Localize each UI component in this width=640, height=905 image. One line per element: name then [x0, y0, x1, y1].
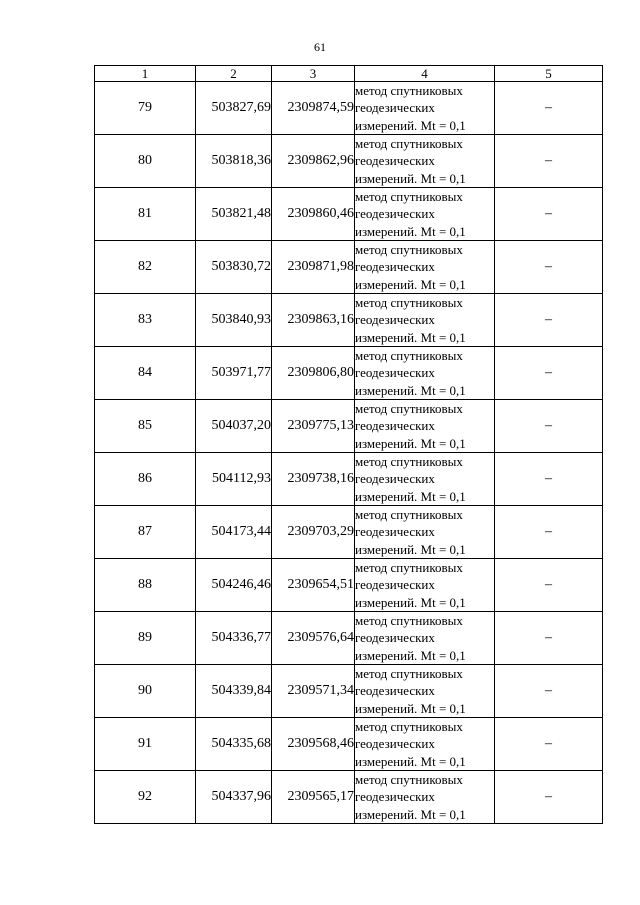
col5-cell: –	[495, 135, 603, 188]
table-body	[95, 82, 603, 824]
x-coordinate-cell: 504112,93	[196, 453, 272, 506]
table-row	[95, 400, 603, 453]
method-line: геодезических	[355, 365, 435, 381]
method-line: геодезических	[355, 259, 435, 275]
table-row	[95, 665, 603, 718]
col5-cell: –	[495, 559, 603, 612]
point-number-cell: 89	[95, 612, 196, 665]
method-line: измерений. Mt = 0,1	[355, 276, 466, 292]
method-line: геодезических	[355, 206, 435, 222]
table-row	[95, 347, 603, 400]
col5-cell: –	[495, 612, 603, 665]
x-coordinate-cell: 503818,36	[196, 135, 272, 188]
col5-cell: –	[495, 453, 603, 506]
method-line: геодезических	[355, 100, 435, 116]
point-number-cell: 85	[95, 400, 196, 453]
point-number-cell: 86	[95, 453, 196, 506]
table-row	[95, 135, 603, 188]
point-number-cell: 91	[95, 718, 196, 771]
method-line: измерений. Mt = 0,1	[355, 488, 466, 504]
method-line: измерений. Mt = 0,1	[355, 329, 466, 345]
x-coordinate-cell: 504037,20	[196, 400, 272, 453]
header-col-2: 2	[196, 66, 272, 82]
header-col-5: 5	[495, 66, 603, 82]
y-coordinate-cell: 2309568,46	[272, 718, 355, 771]
method-cell	[355, 771, 495, 824]
y-coordinate-cell: 2309871,98	[272, 241, 355, 294]
point-number-cell: 87	[95, 506, 196, 559]
y-coordinate-cell: 2309565,17	[272, 771, 355, 824]
method-cell	[355, 453, 495, 506]
table-row	[95, 612, 603, 665]
point-number-cell: 80	[95, 135, 196, 188]
method-line: геодезических	[355, 577, 435, 593]
method-line: измерений. Mt = 0,1	[355, 753, 466, 769]
col5-cell: –	[495, 506, 603, 559]
method-line: геодезических	[355, 683, 435, 699]
method-line: метод спутниковых	[355, 454, 463, 470]
y-coordinate-cell: 2309862,96	[272, 135, 355, 188]
method-cell	[355, 559, 495, 612]
x-coordinate-cell: 504246,46	[196, 559, 272, 612]
method-line: метод спутниковых	[355, 295, 463, 311]
x-coordinate-cell: 504336,77	[196, 612, 272, 665]
col5-cell: –	[495, 294, 603, 347]
y-coordinate-cell: 2309806,80	[272, 347, 355, 400]
x-coordinate-cell: 503971,77	[196, 347, 272, 400]
table-row	[95, 718, 603, 771]
y-coordinate-cell: 2309738,16	[272, 453, 355, 506]
method-line: измерений. Mt = 0,1	[355, 382, 466, 398]
method-line: метод спутниковых	[355, 242, 463, 258]
x-coordinate-cell: 503830,72	[196, 241, 272, 294]
method-line: метод спутниковых	[355, 666, 463, 682]
method-cell	[355, 241, 495, 294]
x-coordinate-cell: 504173,44	[196, 506, 272, 559]
method-cell	[355, 82, 495, 135]
method-line: измерений. Mt = 0,1	[355, 223, 466, 239]
header-col-1: 1	[95, 66, 196, 82]
point-number-cell: 92	[95, 771, 196, 824]
x-coordinate-cell: 503821,48	[196, 188, 272, 241]
method-line: геодезических	[355, 524, 435, 540]
method-cell	[355, 612, 495, 665]
method-cell	[355, 347, 495, 400]
table-header-row	[95, 66, 603, 82]
method-line: метод спутниковых	[355, 560, 463, 576]
method-line: метод спутниковых	[355, 83, 463, 99]
x-coordinate-cell: 503840,93	[196, 294, 272, 347]
y-coordinate-cell: 2309654,51	[272, 559, 355, 612]
method-line: метод спутниковых	[355, 507, 463, 523]
point-number-cell: 83	[95, 294, 196, 347]
y-coordinate-cell: 2309775,13	[272, 400, 355, 453]
x-coordinate-cell: 504337,96	[196, 771, 272, 824]
method-cell	[355, 718, 495, 771]
method-line: метод спутниковых	[355, 719, 463, 735]
header-col-4: 4	[355, 66, 495, 82]
col5-cell: –	[495, 241, 603, 294]
method-cell	[355, 506, 495, 559]
point-number-cell: 88	[95, 559, 196, 612]
method-line: измерений. Mt = 0,1	[355, 594, 466, 610]
point-number-cell: 90	[95, 665, 196, 718]
col5-cell: –	[495, 771, 603, 824]
table-row	[95, 559, 603, 612]
point-number-cell: 82	[95, 241, 196, 294]
method-line: геодезических	[355, 789, 435, 805]
col5-cell: –	[495, 718, 603, 771]
col5-cell: –	[495, 400, 603, 453]
method-line: геодезических	[355, 630, 435, 646]
table-row	[95, 506, 603, 559]
y-coordinate-cell: 2309874,59	[272, 82, 355, 135]
col5-cell: –	[495, 347, 603, 400]
y-coordinate-cell: 2309863,16	[272, 294, 355, 347]
method-cell	[355, 665, 495, 718]
table-row	[95, 188, 603, 241]
y-coordinate-cell: 2309703,29	[272, 506, 355, 559]
table-row	[95, 82, 603, 135]
method-line: измерений. Mt = 0,1	[355, 170, 466, 186]
method-line: геодезических	[355, 312, 435, 328]
y-coordinate-cell: 2309860,46	[272, 188, 355, 241]
y-coordinate-cell: 2309576,64	[272, 612, 355, 665]
method-line: измерений. Mt = 0,1	[355, 806, 466, 822]
method-line: геодезических	[355, 153, 435, 169]
method-line: метод спутниковых	[355, 136, 463, 152]
table-row	[95, 453, 603, 506]
point-number-cell: 84	[95, 347, 196, 400]
method-cell	[355, 188, 495, 241]
col5-cell: –	[495, 188, 603, 241]
point-number-cell: 79	[95, 82, 196, 135]
method-line: геодезических	[355, 736, 435, 752]
method-line: метод спутниковых	[355, 401, 463, 417]
x-coordinate-cell: 504335,68	[196, 718, 272, 771]
method-line: метод спутниковых	[355, 348, 463, 364]
method-cell	[355, 294, 495, 347]
method-line: измерений. Mt = 0,1	[355, 117, 466, 133]
table-row	[95, 771, 603, 824]
point-number-cell: 81	[95, 188, 196, 241]
header-col-3: 3	[272, 66, 355, 82]
method-line: измерений. Mt = 0,1	[355, 700, 466, 716]
table-row	[95, 241, 603, 294]
table-row	[95, 294, 603, 347]
method-line: геодезических	[355, 418, 435, 434]
x-coordinate-cell: 504339,84	[196, 665, 272, 718]
method-cell	[355, 135, 495, 188]
page-number: 61	[314, 40, 326, 54]
method-cell	[355, 400, 495, 453]
coordinates-table	[94, 65, 603, 824]
method-line: измерений. Mt = 0,1	[355, 541, 466, 557]
method-line: измерений. Mt = 0,1	[355, 647, 466, 663]
method-line: геодезических	[355, 471, 435, 487]
method-line: метод спутниковых	[355, 613, 463, 629]
col5-cell: –	[495, 665, 603, 718]
x-coordinate-cell: 503827,69	[196, 82, 272, 135]
col5-cell: –	[495, 82, 603, 135]
method-line: метод спутниковых	[355, 189, 463, 205]
y-coordinate-cell: 2309571,34	[272, 665, 355, 718]
method-line: измерений. Mt = 0,1	[355, 435, 466, 451]
method-line: метод спутниковых	[355, 772, 463, 788]
